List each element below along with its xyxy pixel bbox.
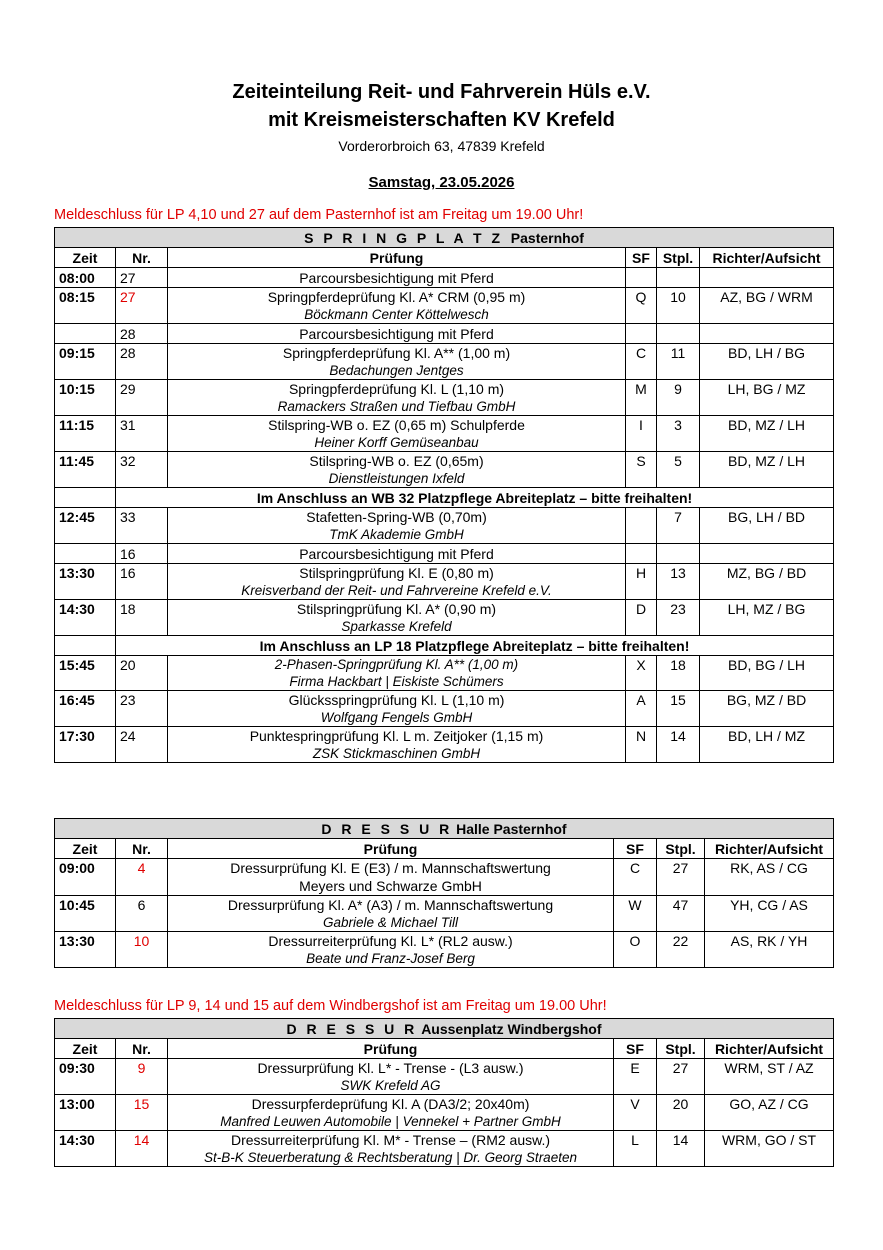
judge-cell: BD, LH / MZ [700,727,834,763]
maintenance-note: Im Anschluss an LP 18 Platzpflege Abreiteplatz – bitte freihalten! [116,636,834,656]
stpl-cell: 13 [657,564,700,600]
exam-cell [168,896,614,932]
judge-cell [700,268,834,288]
time-cell: 09:30 [55,1059,116,1095]
time-cell: 13:00 [55,1095,116,1131]
judge-cell [700,324,834,344]
exam-name: Dressurreiterprüfung Kl. M* - Trense – (RM2 ausw.) [231,1132,550,1148]
time-cell [55,544,116,564]
sponsor: Ramackers Straßen und Tiefbau GmbH [277,399,516,414]
table-row [55,600,834,636]
col-pruefung: Prüfung [168,248,626,268]
exam-cell [168,344,626,380]
sf-cell: X [626,656,657,691]
exam-name: Stilspring-WB o. EZ (0,65m) [309,453,484,469]
exam-cell [168,727,626,763]
sf-cell: S [626,452,657,488]
page-subtitle: mit Kreismeisterschaften KV Krefeld [268,109,615,131]
col-nr: Nr. [116,1039,168,1059]
sf-cell: Q [626,288,657,324]
sf-cell: L [614,1131,657,1167]
dressur-aussen-banner: D R E S S U R Aussenplatz Windbergshof [55,1019,834,1039]
sf-cell: C [626,344,657,380]
sf-cell [626,544,657,564]
sf-cell: W [614,896,657,932]
table-row [55,344,834,380]
note-spacer [55,636,116,656]
exam-name: Parcoursbesichtigung mit Pferd [168,268,626,288]
time-cell: 14:30 [55,600,116,636]
stpl-cell: 11 [657,344,700,380]
sponsor: Heiner Korff Gemüseanbau [314,435,479,450]
sf-cell: A [626,691,657,727]
sponsor: Meyers und Schwarze GmbH [299,878,482,894]
nr-cell: 10 [116,932,168,968]
sponsor: Bedachungen Jentges [329,363,464,378]
stpl-cell [657,544,700,564]
stpl-cell: 23 [657,600,700,636]
table-row [55,1059,834,1095]
dressur-halle-table [54,818,834,968]
column-header-row [55,248,834,268]
nr-cell: 20 [116,656,168,691]
judge-cell: RK, AS / CG [705,859,834,896]
springplatz-banner-row [55,228,834,248]
table-row [55,1095,834,1131]
sf-cell [626,508,657,544]
nr-cell: 31 [116,416,168,452]
table-row [55,508,834,544]
nr-cell: 15 [116,1095,168,1131]
time-cell: 09:00 [55,859,116,896]
sf-cell: I [626,416,657,452]
springplatz-banner: S P R I N G P L A T Z Pasternhof [55,228,834,248]
judge-cell: AS, RK / YH [705,932,834,968]
exam-cell [168,564,626,600]
judge-cell: BD, BG / LH [700,656,834,691]
judge-cell: WRM, GO / ST [705,1131,834,1167]
sponsor: St-B-K Steuerberatung & Rechtsberatung | Dr. Georg Straeten [204,1150,577,1165]
exam-name: Dressurprüfung Kl. L* - Trense - (L3 ausw.) [257,1060,524,1076]
exam-name: Dressurpferdeprüfung Kl. A (DA3/2; 20x40m) [251,1096,530,1112]
stpl-cell: 14 [657,1131,705,1167]
nr-cell: 16 [116,544,168,564]
table-row [55,564,834,600]
sponsor: SWK Krefeld AG [340,1078,441,1093]
time-cell: 10:45 [55,896,116,932]
col-zeit: Zeit [55,248,116,268]
sf-cell: N [626,727,657,763]
dressur-aussen-banner-row [55,1019,834,1039]
dressur-halle-banner-row [55,819,834,839]
table-row [55,268,834,288]
col-pruefung: Prüfung [168,1039,614,1059]
column-header-row [55,839,834,859]
table-row [55,1131,834,1167]
col-richter: Richter/Aufsicht [705,1039,834,1059]
nr-cell: 4 [116,859,168,896]
col-sf: SF [614,839,657,859]
time-cell: 09:15 [55,344,116,380]
time-cell: 16:45 [55,691,116,727]
exam-name: Glücksspringprüfung Kl. L (1,10 m) [288,692,505,708]
time-cell: 08:15 [55,288,116,324]
judge-cell: BD, MZ / LH [700,452,834,488]
exam-cell [168,600,626,636]
judge-cell: BD, MZ / LH [700,416,834,452]
judge-cell: WRM, ST / AZ [705,1059,834,1095]
table-row [55,859,834,896]
time-cell: 14:30 [55,1131,116,1167]
col-zeit: Zeit [55,839,116,859]
stpl-cell: 20 [657,1095,705,1131]
col-sf: SF [614,1039,657,1059]
exam-cell [168,932,614,968]
table-row [55,896,834,932]
table-row [55,288,834,324]
stpl-cell: 5 [657,452,700,488]
stpl-cell [657,268,700,288]
table-row [55,691,834,727]
col-richter: Richter/Aufsicht [705,839,834,859]
col-stpl: Stpl. [657,1039,705,1059]
judge-cell: BG, LH / BD [700,508,834,544]
table-row [55,656,834,691]
judge-cell: BD, LH / BG [700,344,834,380]
table-row [55,932,834,968]
time-cell: 11:15 [55,416,116,452]
table-row [55,380,834,416]
springplatz-table [54,227,834,763]
stpl-cell: 27 [657,859,705,896]
exam-name: Parcoursbesichtigung mit Pferd [168,324,626,344]
nr-cell: 9 [116,1059,168,1095]
judge-cell: BG, MZ / BD [700,691,834,727]
time-cell: 13:30 [55,564,116,600]
exam-name: Punktespringprüfung Kl. L m. Zeitjoker (1,15 m) [249,728,544,744]
page-title: Zeiteinteilung Reit- und Fahrverein Hüls e.V. [232,81,651,103]
nr-cell: 33 [116,508,168,544]
time-cell [55,324,116,344]
col-nr: Nr. [116,839,168,859]
sf-cell: H [626,564,657,600]
table-row [55,544,834,564]
note-row [55,636,834,656]
judge-cell: LH, BG / MZ [700,380,834,416]
nr-cell: 27 [116,288,168,324]
stpl-cell: 10 [657,288,700,324]
time-cell: 12:45 [55,508,116,544]
nr-cell: 16 [116,564,168,600]
sponsor: Manfred Leuwen Automobile | Vennekel + Partner GmbH [220,1114,561,1129]
exam-cell [168,380,626,416]
col-richter: Richter/Aufsicht [700,248,834,268]
sponsor: Gabriele & Michael Till [323,915,458,930]
exam-name: Springpferdeprüfung Kl. L (1,10 m) [288,381,505,397]
sponsor: Böckmann Center Köttelwesch [304,307,489,322]
sponsor: Beate und Franz-Josef Berg [306,951,475,966]
col-stpl: Stpl. [657,248,700,268]
nr-cell: 18 [116,600,168,636]
sponsor: Wolfgang Fengels GmbH [320,710,473,725]
nr-cell: 14 [116,1131,168,1167]
table-row [55,727,834,763]
dressur-halle-banner: D R E S S U R Halle Pasternhof [55,819,834,839]
exam-cell [168,656,626,691]
sponsor: TmK Akademie GmbH [329,527,464,542]
exam-name: Springpferdeprüfung Kl. A* CRM (0,95 m) [267,289,526,305]
exam-name: Parcoursbesichtigung mit Pferd [168,544,626,564]
exam-cell [168,452,626,488]
stpl-cell: 3 [657,416,700,452]
nr-cell: 23 [116,691,168,727]
sf-cell: O [614,932,657,968]
sponsor: Firma Hackbart | Eiskiste Schümers [289,674,504,689]
nr-cell: 24 [116,727,168,763]
judge-cell [700,544,834,564]
sponsor: Sparkasse Krefeld [341,619,452,634]
exam-cell [168,508,626,544]
sf-cell [626,324,657,344]
note-row [55,488,834,508]
exam-name: Stilspringprüfung Kl. A* (0,90 m) [296,601,497,617]
exam-cell [168,1095,614,1131]
sf-cell: C [614,859,657,896]
sf-cell: V [614,1095,657,1131]
nr-cell: 27 [116,268,168,288]
table-row [55,452,834,488]
sf-cell: D [626,600,657,636]
stpl-cell: 15 [657,691,700,727]
sponsor: Dienstleistungen Ixfeld [328,471,465,486]
col-stpl: Stpl. [657,839,705,859]
sponsor: ZSK Stickmaschinen GmbH [312,746,481,761]
exam-name: Stilspringprüfung Kl. E (0,80 m) [299,565,494,581]
nr-cell: 28 [116,344,168,380]
time-cell: 15:45 [55,656,116,691]
nr-cell: 29 [116,380,168,416]
deadline-notice-windbergshof: Meldeschluss für LP 9, 14 und 15 auf dem Windbergshof ist am Freitag um 19.00 Uhr! [54,998,607,1014]
nr-cell: 6 [116,896,168,932]
stpl-cell: 47 [657,896,705,932]
judge-cell: LH, MZ / BG [700,600,834,636]
event-date: Samstag, 23.05.2026 [368,174,515,191]
col-pruefung: Prüfung [168,839,614,859]
exam-name: Dressurprüfung Kl. E (E3) / m. Mannschaftswertung [230,860,551,876]
exam-name: Dressurprüfung Kl. A* (A3) / m. Mannschaftswertung [227,897,554,913]
exam-cell [168,859,614,896]
exam-cell [168,288,626,324]
exam-cell [168,416,626,452]
column-header-row [55,1039,834,1059]
stpl-cell: 18 [657,656,700,691]
col-sf: SF [626,248,657,268]
exam-cell [168,691,626,727]
table-row [55,324,834,344]
sf-cell: M [626,380,657,416]
deadline-notice-springplatz: Meldeschluss für LP 4,10 und 27 auf dem Pasternhof ist am Freitag um 19.00 Uhr! [54,207,584,223]
exam-name: 2-Phasen-Springprüfung Kl. A** (1,00 m) [274,657,519,672]
nr-cell: 32 [116,452,168,488]
stpl-cell: 27 [657,1059,705,1095]
stpl-cell: 22 [657,932,705,968]
note-spacer [55,488,116,508]
stpl-cell: 7 [657,508,700,544]
time-cell: 10:15 [55,380,116,416]
judge-cell: AZ, BG / WRM [700,288,834,324]
sf-cell: E [614,1059,657,1095]
table-row [55,416,834,452]
exam-name: Stafetten-Spring-WB (0,70m) [306,509,487,525]
time-cell: 11:45 [55,452,116,488]
time-cell: 17:30 [55,727,116,763]
exam-cell [168,1131,614,1167]
nr-cell: 28 [116,324,168,344]
address: Vorderorbroich 63, 47839 Krefeld [338,138,545,154]
stpl-cell: 14 [657,727,700,763]
col-zeit: Zeit [55,1039,116,1059]
stpl-cell [657,324,700,344]
sf-cell [626,268,657,288]
judge-cell: GO, AZ / CG [705,1095,834,1131]
judge-cell: MZ, BG / BD [700,564,834,600]
exam-cell [168,1059,614,1095]
time-cell: 08:00 [55,268,116,288]
sponsor: Kreisverband der Reit- und Fahrvereine Krefeld e.V. [241,583,552,598]
exam-name: Springpferdeprüfung Kl. A** (1,00 m) [282,345,511,361]
page-header [0,78,883,134]
col-nr: Nr. [116,248,168,268]
maintenance-note: Im Anschluss an WB 32 Platzpflege Abreiteplatz – bitte freihalten! [116,488,834,508]
exam-name: Stilspring-WB o. EZ (0,65 m) Schulpferde [268,417,525,433]
time-cell: 13:30 [55,932,116,968]
stpl-cell: 9 [657,380,700,416]
exam-name: Dressurreiterprüfung Kl. L* (RL2 ausw.) [268,933,513,949]
dressur-aussen-table [54,1018,834,1167]
judge-cell: YH, CG / AS [705,896,834,932]
